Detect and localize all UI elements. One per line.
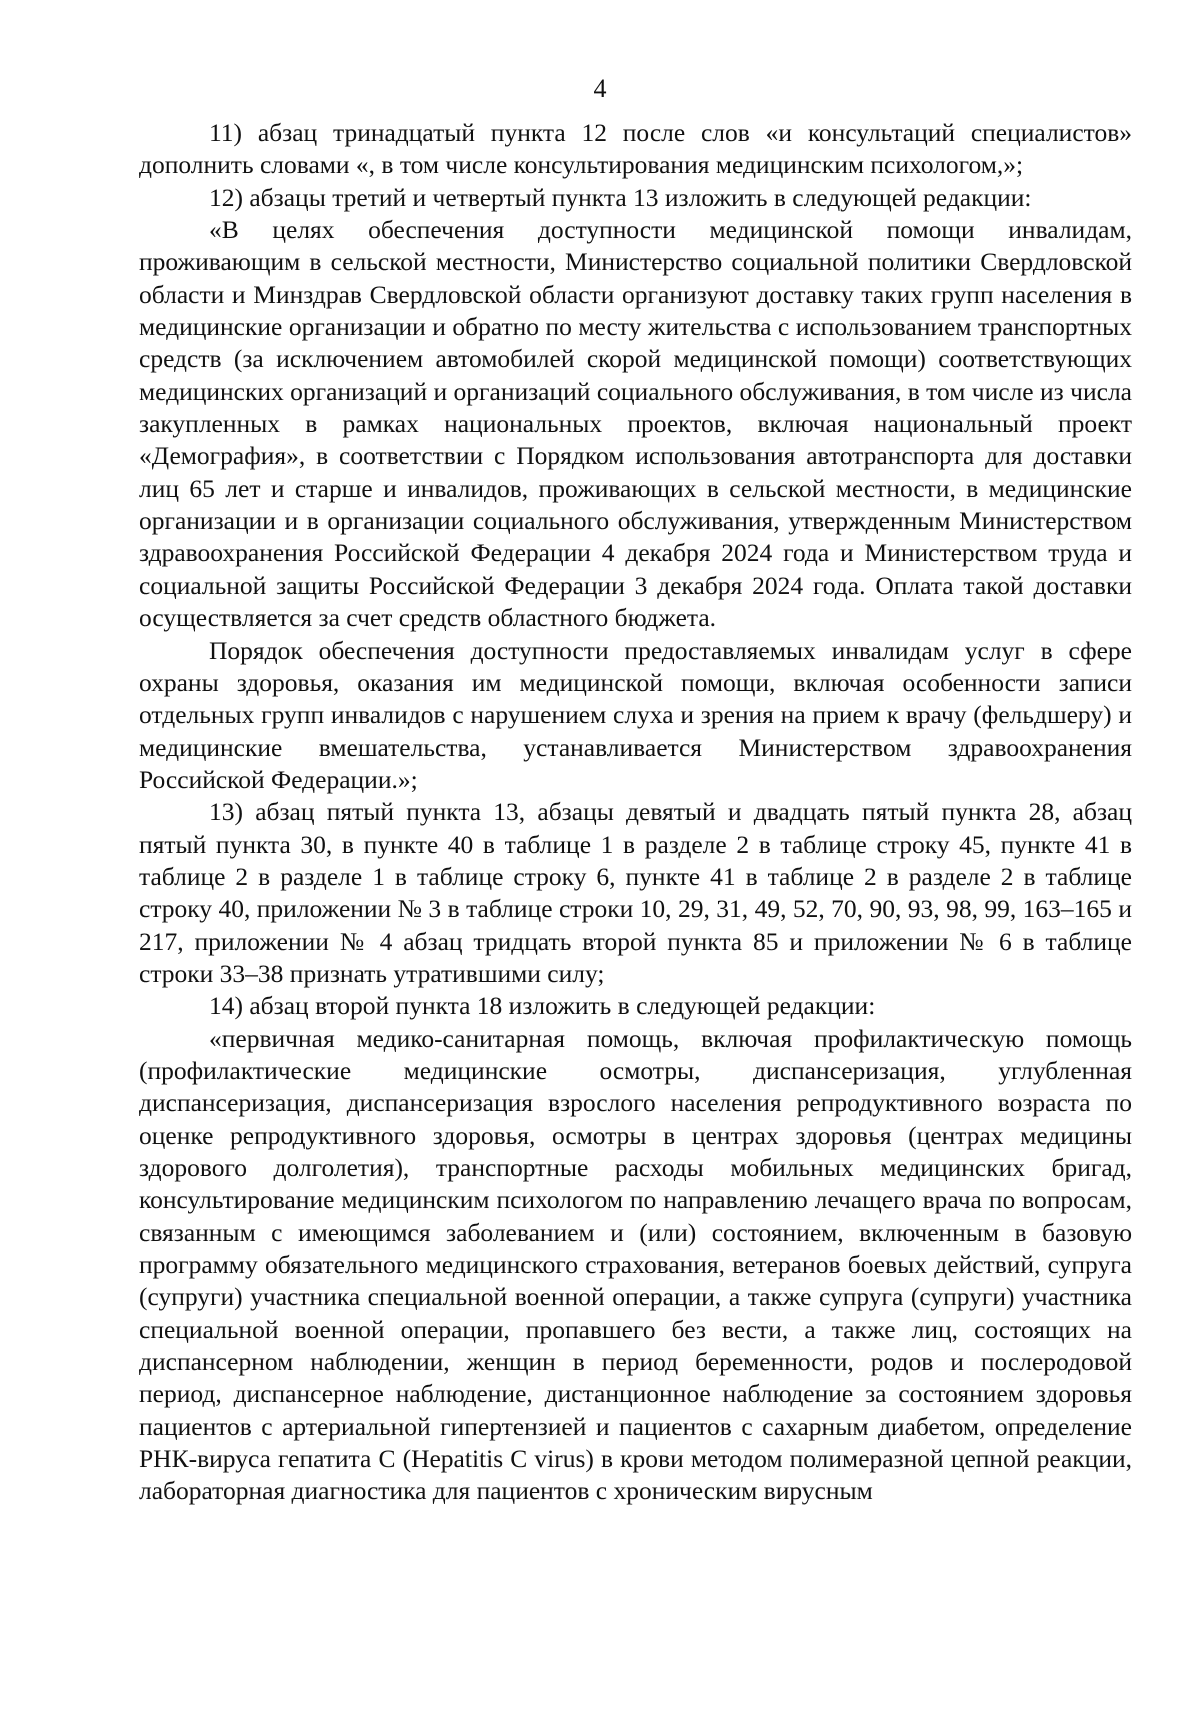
paragraph-item-13: 13) абзац пятый пункта 13, абзацы девятый и двадцать пятый пункта 28, абзац пятый пункта 30, в пункте 40 в таблице 1 в разделе 2 в таблице строку 45, пункте 41 в таблице 2 в разделе 1 в таблице строку 6, пункте 41 в таблице 2 в разделе 2 в таблице строку 40, приложении № 3 в таблице строки 10, 29, 31, 49, 52, 70, 90, 93, 98, 99, 163–165 и 217, приложении № 4 абзац тридцать второй пункта 85 и приложении № 6 в таблице строки 33–38 признать утратившими силу; (139, 797, 1132, 988)
paragraph-item-11: 11) абзац тринадцатый пункта 12 после слов «и консультаций специалистов» дополнить словами «, в том числе консультирования медицинским психологом,»; (139, 118, 1132, 180)
quoted-paragraph-accessibility: «В целях обеспечения доступности медицинской помощи инвалидам, проживающим в сельской местности, Министерство социальной политики Свердловской области и Минздрав Свердловской области организуют доставку таких групп населения в медицинские организации и обратно по месту жительства с использованием транспортных средств (за исключением автомобилей скорой медицинской помощи) соответствующих медицинских организаций и организаций социального обслуживания, в том числе из числа закупленных в рамках национальных проектов, включая национальный проект «Демография», в соответствии с Порядком использования автотранспорта для доставки лиц 65 лет и старше и инвалидов, проживающих в сельской местности, в медицинские организации и в организации социального обслуживания, утвержденным Министерством здравоохранения Российской Федерации 4 декабря 2024 года и Министерством труда и социальной защиты Российской Федерации 3 декабря 2024 года. Оплата такой доставки осуществляется за счет средств областного бюджета. (139, 215, 1132, 633)
paragraph-item-12: 12) абзацы третий и четвертый пункта 13 изложить в следующей редакции: (209, 182, 1032, 212)
page-number: 4 (593, 74, 607, 103)
paragraph-item-14: 14) абзац второй пункта 18 изложить в следующей редакции: (209, 991, 876, 1021)
document-body (139, 117, 1132, 1508)
quoted-paragraph-primary-care: «первичная медико-санитарная помощь, включая профилактическую помощь (профилактические медицинские осмотры, диспансеризация, углубленная диспансеризация, диспансеризация взрослого населения репродуктивного возраста по оценке репродуктивного здоровья, осмотры в центрах здоровья (центрах медицины здорового долголетия), транспортные расходы мобильных медицинских бригад, консультирование медицинским психологом по направлению лечащего врача по вопросам, связанным с имеющимся заболеванием и (или) состоянием, включенным в базовую программу обязательного медицинского страхования, ветеранов боевых действий, супруга (супруги) участника специальной военной операции, а также супруга (супруги) участника специальной военной операции, пропавшего без вести, а также лиц, состоящих на диспансерном наблюдении, женщин в период беременности, родов и послеродовой период, диспансерное наблюдение, дистанционное наблюдение за состоянием здоровья пациентов с артериальной гипертензией и пациентов с сахарным диабетом, определение РНК-вируса гепатита C (Hepatitis C virus) в крови методом полимеразной цепной реакции, лабораторная диагностика для пациентов с хроническим вирусным (139, 1023, 1132, 1506)
quoted-paragraph-procedure: Порядок обеспечения доступности предоставляемых инвалидам услуг в сфере охраны здоровья, оказания им медицинской помощи, включая особенности записи отдельных групп инвалидов с нарушением слуха и зрения на прием к врачу (фельдшеру) и медицинские вмешательства, устанавливается Министерством здравоохранения Российской Федерации.»; (139, 635, 1132, 794)
